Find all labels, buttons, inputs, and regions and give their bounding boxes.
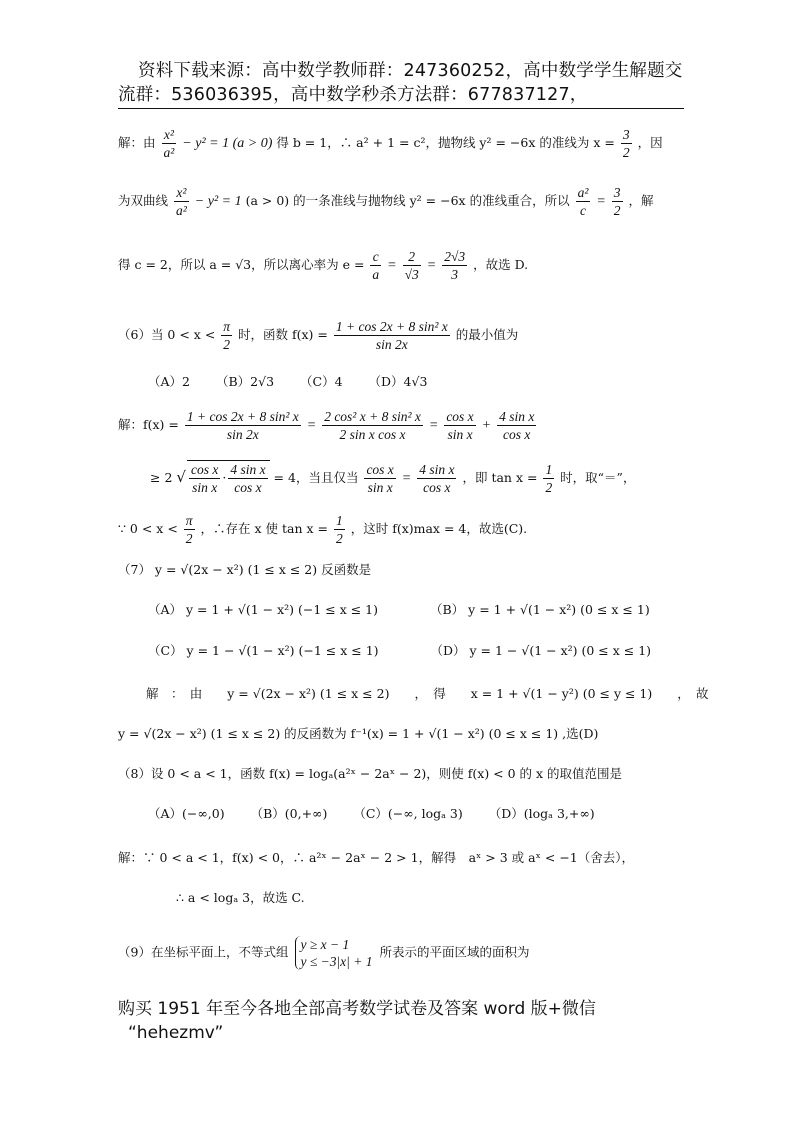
fraction: $\frac{\text{x²}}{\text{a²}}$: [163, 127, 175, 160]
q8-solution-line-1: 解：∵ 0 < a < 1，f(x) < 0，∴ a²ˣ − 2aˣ − 2 > 1，解得 aˣ > 3 或 aˣ < −1（舍去），: [118, 850, 634, 865]
formula: =: [428, 418, 439, 433]
text: （9）在坐标平面上，不等式组: [118, 944, 289, 960]
header-divider: [118, 108, 684, 109]
formula: =: [426, 258, 437, 273]
option-c: （C）4: [300, 374, 343, 389]
text: 的最小值为: [455, 327, 519, 342]
text: 所表示的平面区域的面积为: [379, 944, 530, 960]
text: ，这时 f(x)max = 4，故选(C).: [350, 521, 528, 536]
text: ，解: [628, 193, 654, 208]
text: 为双曲线: [118, 193, 169, 208]
text: 时，函数 f(x) =: [238, 327, 328, 342]
inequality-2: y ≤ −3|x| + 1: [300, 954, 373, 969]
formula: =: [306, 418, 317, 433]
option-a: （A） y = 1 + √(1 − x²) (−1 ≤ x ≤ 1): [148, 602, 379, 617]
text: ，即 tan x =: [462, 470, 538, 485]
q6-stem: [118, 318, 698, 353]
q9-stem: [118, 936, 698, 970]
q8-solution-line-2: ∴ a < logₐ 3，故选 C.: [176, 890, 305, 905]
fraction: $\frac{3}{2}$: [622, 127, 630, 160]
q6-solution-line-3: [118, 512, 698, 547]
text: 解：由: [118, 135, 156, 150]
q5-solution-line-1: [118, 126, 698, 161]
fraction: $\frac{\text{a²}}{c}$: [577, 185, 589, 218]
fraction: $\frac{\text{1 + cos 2x + 8 sin² x}}{\sin 2x}$: [186, 409, 299, 442]
footer-line-2: “hehezmv”: [128, 1023, 224, 1043]
option-a: （A）2: [148, 374, 190, 389]
inequality-1: y ≥ x − 1: [300, 937, 350, 952]
fraction: $\frac{\text{1 + cos 2x + 8 sin² x}}{\sin 2x}$: [335, 319, 448, 352]
text: ，故选 D.: [473, 257, 529, 272]
q7-options-row-2: [148, 641, 728, 661]
option-b: （B） y = 1 + √(1 − x²) (0 ≤ x ≤ 1): [430, 602, 650, 617]
fraction: $\frac{\pi}{2}$: [185, 513, 193, 546]
q6-solution-line-2: [150, 460, 730, 496]
text: 得 b = 1，∴ a² + 1 = c²，抛物线 y² = −6x 的准线为 x =: [276, 135, 615, 150]
q7-solution-line-1: 解 ： 由 y = √(2x − x²) (1 ≤ x ≤ 2) ， 得 x = 1 + √(1 − y²) (0 ≤ y ≤ 1) ， 故: [146, 686, 709, 701]
header-line-2: 流群：536036395，高中数学秒杀方法群：677837127，: [118, 85, 588, 105]
option-d: （D） y = 1 − √(1 − x²) (0 ≤ x ≤ 1): [430, 643, 652, 658]
option-d: （D）(logₐ 3,+∞): [488, 806, 595, 821]
option-c: （C） y = 1 − √(1 − x²) (−1 ≤ x ≤ 1): [148, 643, 379, 658]
fraction: $\frac{\text{cos x}}{\text{sin x}}$: [366, 462, 394, 495]
text: ∵ 0 < x <: [118, 521, 178, 536]
formula: +: [481, 418, 492, 433]
text: ，因: [637, 135, 663, 150]
q8-stem: （8）设 0 < a < 1，函数 f(x) = logₐ(a²ˣ − 2aˣ − 2)，则使 f(x) < 0 的 x 的取值范围是: [118, 766, 623, 781]
option-d: （D）4√3: [368, 374, 428, 389]
formula: − y² = 1: [194, 194, 242, 209]
formula: =: [596, 194, 606, 209]
text: = 4，当且仅当: [273, 470, 359, 485]
fraction: $\frac{c}{a}$: [372, 249, 380, 282]
q6-options: [148, 372, 728, 392]
q7-stem: （7） y = √(2x − x²) (1 ≤ x ≤ 2) 反函数是: [118, 562, 372, 577]
option-a: （A）(−∞,0): [148, 806, 225, 821]
text: 解：f(x) =: [118, 417, 179, 432]
text: 时，取“＝”，: [560, 470, 636, 485]
option-b: （B）(0,+∞): [250, 806, 328, 821]
option-b: （B）2√3: [215, 374, 275, 389]
fraction: $\frac{2}{√3}$: [404, 249, 419, 282]
text: (a > 0) 的一条准线与抛物线 y² = −6x 的准线重合，所以: [245, 193, 570, 208]
fraction: $\frac{1}{2}$: [335, 513, 343, 546]
text: 得 c = 2，所以 a = √3，所以离心率为 e =: [118, 257, 365, 272]
fraction: $\frac{\text{cos x}}{\text{sin x}}$: [446, 409, 474, 442]
radicand: $\frac{\text{cos x}}{\text{sin x}}$ · $\frac{\text{4 sin x}}{\text{cos x}}$: [187, 460, 270, 496]
q7-options-row-1: [148, 600, 728, 620]
q7-solution-line-2: y = √(2x − x²) (1 ≤ x ≤ 2) 的反函数为 f⁻¹(x) = 1 + √(1 − x²) (0 ≤ x ≤ 1) ,选(D): [118, 726, 599, 741]
fraction: $\frac{\text{2 cos² x + 8 sin² x}}{\text{2 sin x cos x}}$: [324, 409, 421, 442]
fraction: $\frac{3}{2}$: [613, 185, 621, 218]
text: ≥ 2: [150, 470, 173, 485]
inequality-system: [295, 936, 372, 970]
q8-options: [148, 804, 728, 824]
q6-solution-line-1: [118, 408, 698, 443]
q5-solution-line-3: [118, 248, 698, 283]
header-line-1: 资料下载来源：高中数学教师群：247360252，高中数学学生解题交: [138, 61, 683, 81]
formula: − y² = 1 (a > 0): [182, 136, 273, 151]
fraction: $\frac{\pi}{2}$: [223, 319, 231, 352]
text: （6）当 0 < x <: [118, 327, 216, 342]
formula: =: [387, 258, 397, 273]
q5-solution-line-2: [118, 184, 698, 219]
fraction: $\frac{\text{x²}}{\text{a²}}$: [176, 185, 187, 218]
radical-sign: √: [176, 468, 186, 486]
fraction: $\frac{\text{4 sin x}}{\text{cos x}}$: [499, 409, 535, 442]
text: ，∴存在 x 使 tan x =: [200, 521, 328, 536]
option-c: （C）(−∞, logₐ 3): [353, 806, 463, 821]
fraction: $\frac{1}{2}$: [545, 462, 553, 495]
formula: =: [401, 471, 412, 486]
fraction: $\frac{\text{4 sin x}}{\text{cos x}}$: [419, 462, 455, 495]
fraction: $\frac{2√3}{3}$: [444, 249, 466, 282]
footer-line-1: 购买 1951 年至今各地全部高考数学试卷及答案 word 版+微信: [118, 999, 596, 1019]
